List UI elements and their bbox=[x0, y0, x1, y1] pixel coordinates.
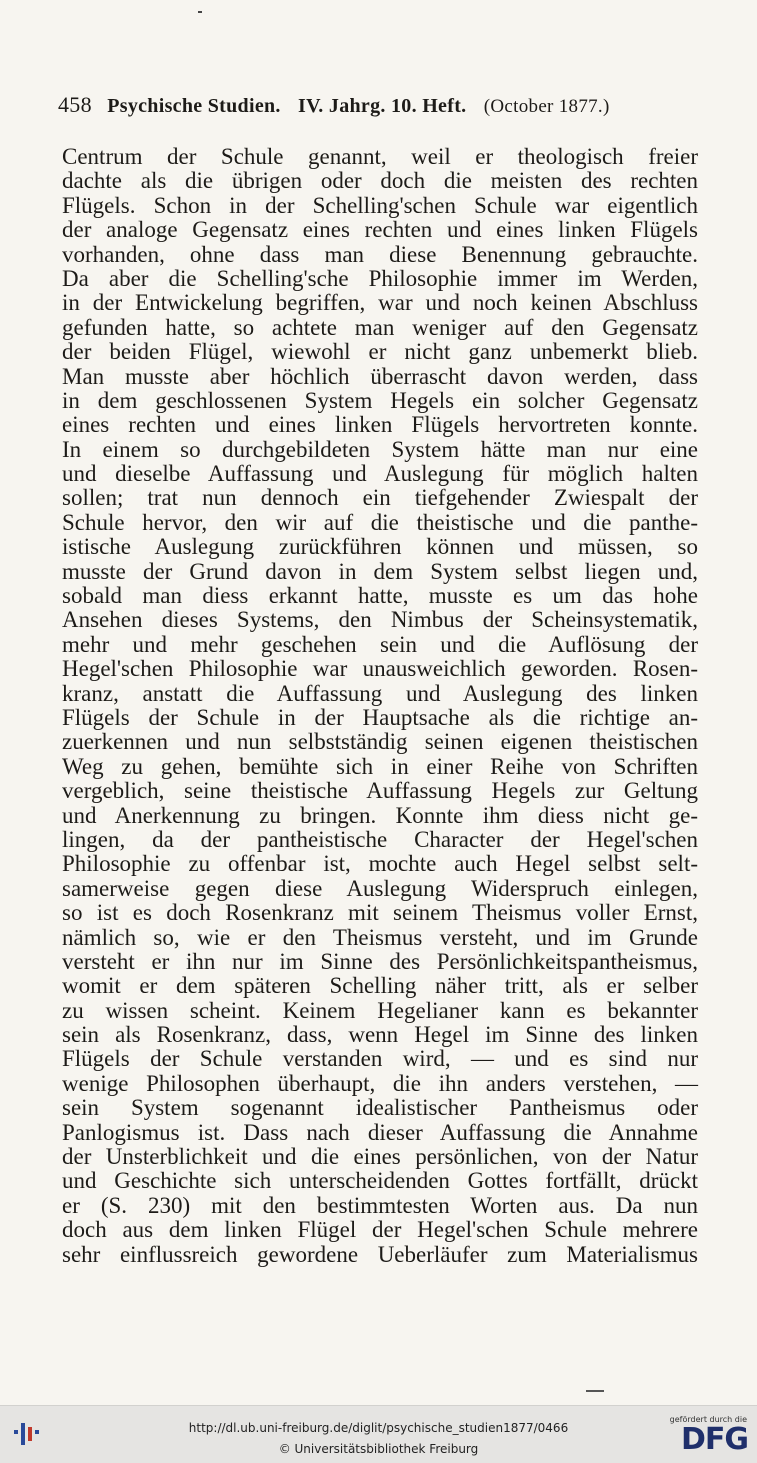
copyright-notice: © Universitätsbibliothek Freiburg bbox=[278, 1442, 479, 1456]
volume-issue: IV. Jahrg. 10. Heft. bbox=[298, 95, 467, 117]
text-line: sehr einflussreich gewordene Ueberläufer zum Materialismus bbox=[62, 1241, 698, 1267]
body-text bbox=[62, 145, 698, 1267]
text-line: Man musste aber höchlich überrascht davon werden, dass bbox=[62, 363, 698, 389]
text-line: eines rechten und eines linken Flügels hervortreten konnte. bbox=[62, 412, 698, 438]
text-line: er (S. 230) mit den bestimmtesten Worten aus. Da nun bbox=[62, 1192, 698, 1218]
text-line: sein System sogenannt idealistischer Pantheismus oder bbox=[62, 1095, 698, 1121]
text-line: lingen, da der pantheistische Character der Hegel'schen bbox=[62, 826, 698, 852]
funding-note: gefördert durch die bbox=[669, 1415, 747, 1424]
text-line: Da aber die Schelling'sche Philosophie immer im Werden, bbox=[62, 265, 698, 291]
text-line: Flügels. Schon in der Schelling'schen Schule war eigentlich bbox=[62, 192, 698, 218]
scan-speck bbox=[198, 11, 202, 13]
viewer-footer bbox=[0, 1405, 757, 1463]
text-line: und dieselbe Auffassung und Auslegung für möglich halten bbox=[62, 461, 698, 487]
text-line: zu wissen scheint. Keinem Hegelianer kann es bekannter bbox=[62, 997, 698, 1023]
text-line: versteht er ihn nur im Sinne des Persönlichkeitspantheismus, bbox=[62, 948, 698, 974]
text-line: der Unsterblichkeit und die eines persönlichen, von der Natur bbox=[62, 1144, 698, 1170]
text-line: Ansehen dieses Systems, den Nimbus der Scheinsystematik, bbox=[62, 607, 698, 633]
text-line: In einem so durchgebildeten System hätte man nur eine bbox=[62, 436, 698, 462]
text-line: Philosophie zu offenbar ist, mochte auch Hegel selbst selt- bbox=[62, 851, 698, 877]
text-line: so ist es doch Rosenkranz mit seinem Theismus voller Ernst, bbox=[62, 900, 698, 926]
text-line: zuerkennen und nun selbstständig seinen eigenen theistischen bbox=[62, 729, 698, 755]
text-line: dachte als die übrigen oder doch die meisten des rechten bbox=[62, 168, 698, 194]
text-line: vorhanden, ohne dass man diese Benennung gebrauchte. bbox=[62, 241, 698, 267]
text-line: und Anerkennung zu bringen. Konnte ihm diess nicht ge- bbox=[62, 802, 698, 828]
page-number: 458 bbox=[58, 92, 92, 117]
text-line: wenige Philosophen überhaupt, die ihn anders verstehen, — bbox=[62, 1070, 698, 1096]
text-line: Hegel'schen Philosophie war unausweichlich geworden. Rosen- bbox=[62, 656, 698, 682]
text-line: mehr und mehr geschehen sein und die Auflösung der bbox=[62, 631, 698, 657]
dfg-logo[interactable]: DFG bbox=[680, 1422, 748, 1457]
journal-title: Psychische Studien. bbox=[107, 95, 281, 117]
text-line: samerweise gegen diese Auslegung Widerspruch einlegen, bbox=[62, 875, 698, 901]
text-line: Flügels der Schule in der Hauptsache als die richtige an- bbox=[62, 704, 698, 730]
text-line: kranz, anstatt die Auffassung und Auslegung des linken bbox=[62, 680, 698, 706]
issue-date: (October 1877.) bbox=[483, 96, 610, 117]
text-line: doch aus dem linken Flügel der Hegel'schen Schule mehrere bbox=[62, 1217, 698, 1243]
text-line: der analoge Gegensatz eines rechten und eines linken Flügels bbox=[62, 217, 698, 243]
scan-mark bbox=[586, 1390, 604, 1392]
text-line: sollen; trat nun dennoch ein tiefgehender Zwiespalt der bbox=[62, 485, 698, 511]
text-line: Weg zu gehen, bemühte sich in einer Reihe von Schriften bbox=[62, 753, 698, 779]
text-line: gefunden hatte, so achtete man weniger auf den Gegensatz bbox=[62, 314, 698, 340]
text-line: der beiden Flügel, wiewohl er nicht ganz unbemerkt blieb. bbox=[62, 339, 698, 365]
running-header bbox=[58, 92, 698, 118]
text-line: in der Entwickelung begriffen, war und noch keinen Abschluss bbox=[62, 290, 698, 316]
text-line: nämlich so, wie er den Theismus versteht, und im Grunde bbox=[62, 924, 698, 950]
text-line: und Geschichte sich unterscheidenden Gottes fortfällt, drückt bbox=[62, 1168, 698, 1194]
text-line: Centrum der Schule genannt, weil er theologisch freier bbox=[62, 144, 698, 169]
text-line: womit er dem späteren Schelling näher tritt, als er selber bbox=[62, 973, 698, 999]
text-line: vergeblich, seine theistische Auffassung Hegels zur Geltung bbox=[62, 778, 698, 804]
text-line: Flügels der Schule verstanden wird, — und es sind nur bbox=[62, 1046, 698, 1072]
text-line: istische Auslegung zurückführen können und müssen, so bbox=[62, 534, 698, 560]
text-line: musste der Grund davon in dem System selbst liegen und, bbox=[62, 558, 698, 584]
text-line: sein als Rosenkranz, dass, wenn Hegel im Sinne des linken bbox=[62, 1022, 698, 1048]
text-line: sobald man diess erkannt hatte, musste es um das hohe bbox=[62, 583, 698, 609]
permalink-url[interactable]: http://dl.ub.uni-freiburg.de/diglit/psychische_studien1877/0466 bbox=[188, 1421, 569, 1435]
text-line: Schule hervor, den wir auf die theistische und die panthe- bbox=[62, 509, 698, 535]
text-line: Panlogismus ist. Dass nach dieser Auffassung die Annahme bbox=[62, 1119, 698, 1145]
text-line: in dem geschlossenen System Hegels ein solcher Gegensatz bbox=[62, 387, 698, 413]
